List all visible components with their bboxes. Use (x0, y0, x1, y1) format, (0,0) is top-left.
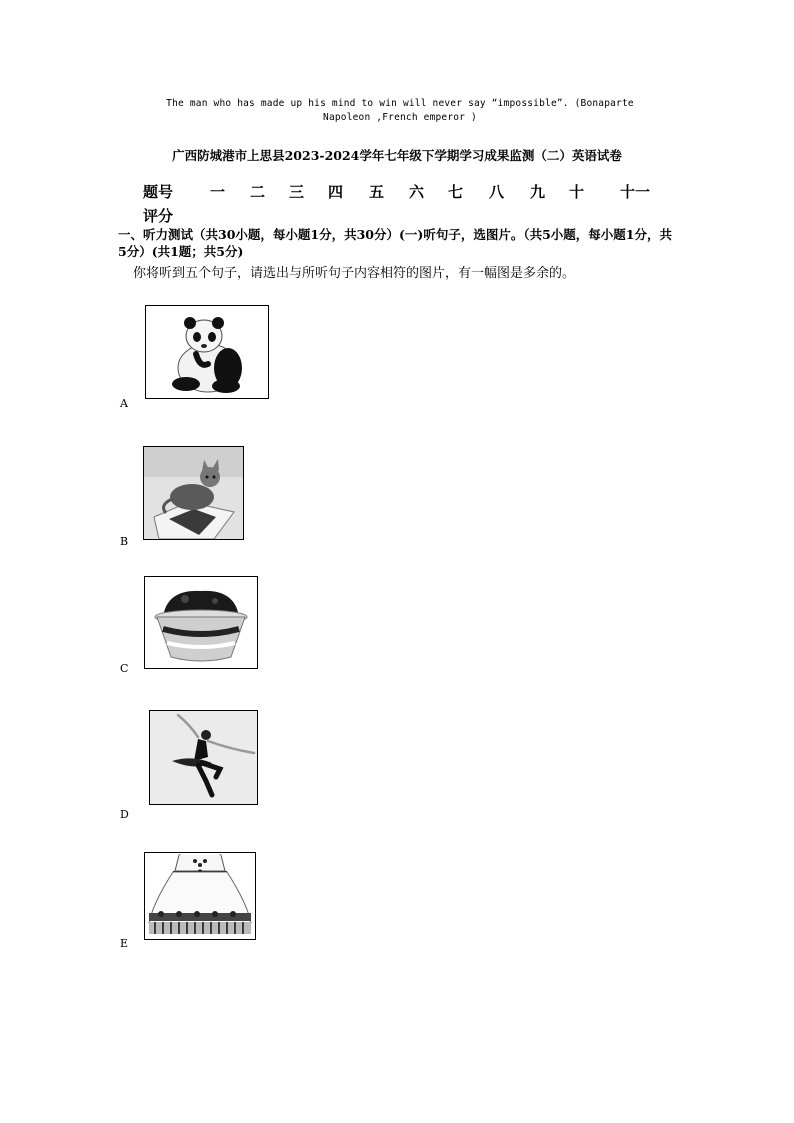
panda-icon (146, 306, 268, 398)
option-a-label: A (120, 397, 128, 410)
exam-title: 广西防城港市上思县2023-2024学年七年级下学期学习成果监测（二）英语试卷 (172, 148, 622, 163)
score-row-label: 题号 (143, 183, 174, 201)
score-col-10: 十 (569, 183, 585, 201)
score-col-7: 七 (448, 183, 464, 201)
score-col-3: 三 (289, 183, 305, 201)
option-d-image[interactable] (149, 710, 258, 805)
score-col-9: 九 (530, 183, 546, 201)
score-col-4: 四 (328, 183, 344, 201)
dancer-icon (150, 711, 257, 804)
option-b-label: B (120, 535, 129, 548)
motto-quote (140, 97, 660, 125)
option-a-image[interactable] (145, 305, 269, 399)
dress-icon (145, 853, 255, 939)
option-e-image[interactable] (144, 852, 256, 940)
score-label: 评分 (143, 207, 174, 225)
option-c-image[interactable] (144, 576, 258, 669)
section-heading: 一、听力测试（共30小题，每小题1分，共30分）(一)听句子，选图片。（共5小题，每小题1分，共5分）(共1题；共5分) (118, 227, 672, 259)
option-e-label: E (120, 937, 129, 950)
score-col-1: 一 (210, 183, 226, 201)
cat-icon (144, 447, 243, 539)
score-col-8: 八 (489, 183, 505, 201)
quote-line-1: The man who has made up his mind to win will never say “impossible”. (Bonaparte (166, 98, 634, 109)
score-col-2: 二 (250, 183, 266, 201)
score-col-11: 十一 (620, 183, 651, 201)
option-d-label: D (120, 808, 129, 821)
quote-line-2: Napoleon ,French emperor ) (323, 112, 477, 123)
section-instruction: 你将听到五个句子，请选出与所听句子内容相符的图片，有一幅图是多余的。 (133, 266, 576, 281)
score-col-6: 六 (409, 183, 425, 201)
score-col-5: 五 (369, 183, 385, 201)
ice-cream-icon (145, 577, 257, 668)
option-b-image[interactable] (143, 446, 244, 540)
option-c-label: C (120, 662, 129, 675)
